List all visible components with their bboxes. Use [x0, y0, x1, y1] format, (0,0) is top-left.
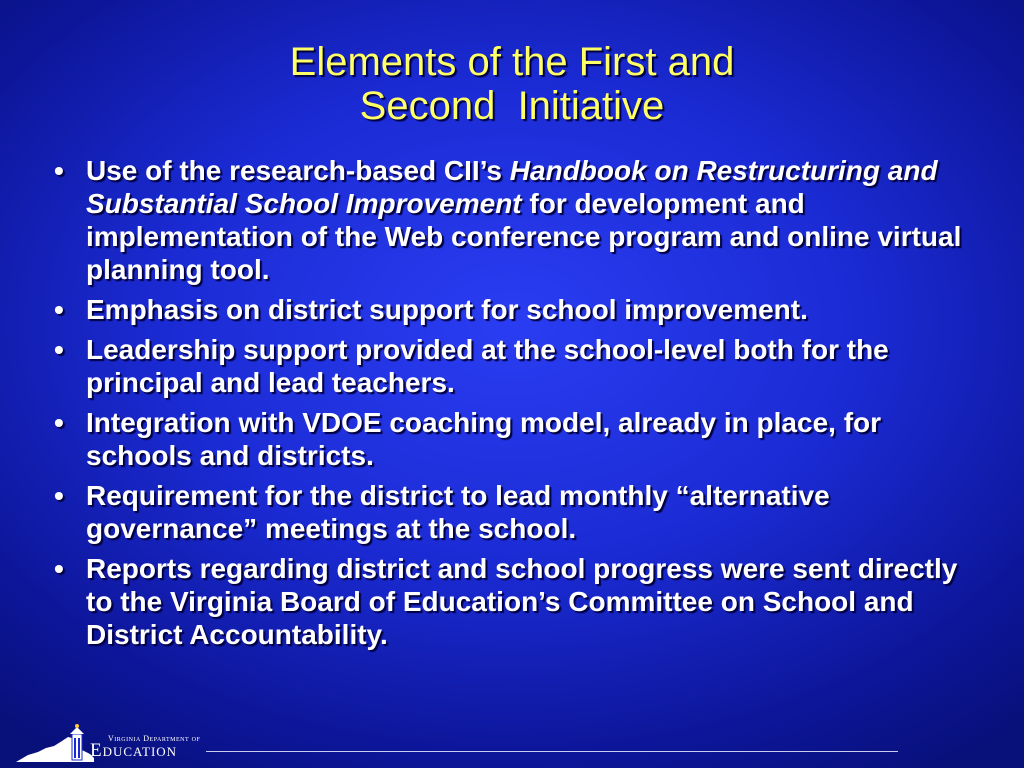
bullet-item-3 — [52, 333, 982, 399]
vdoe-logo — [14, 724, 214, 764]
bullet-text: Emphasis on district support for school improvement. — [86, 294, 808, 325]
bullet-text-pre: Use of the research-based CII’s — [86, 155, 510, 186]
logo-line-2: Education — [90, 740, 178, 761]
footer-divider — [206, 751, 898, 752]
bullet-marker: • — [54, 480, 64, 511]
slide-title-line-2: Second Initiative — [359, 84, 665, 128]
bullet-item-4 — [52, 406, 982, 472]
bullet-marker: • — [54, 553, 64, 584]
bullet-item-6 — [52, 552, 982, 651]
bullet-text: Requirement for the district to lead monthly “alternative governance” meetings at the school. — [86, 480, 830, 544]
bullet-text-italic-title: Handbook on Restructuring and Substantial School Improvement — [86, 155, 938, 219]
bullet-marker: • — [54, 334, 64, 365]
slide-title — [0, 40, 1024, 128]
bullet-marker: • — [54, 407, 64, 438]
bullet-marker: • — [54, 155, 64, 186]
logo-line-1: Virginia Department of — [108, 734, 201, 743]
bullet-item-5 — [52, 479, 982, 545]
slide-title-line-1: Elements of the First and — [289, 40, 735, 84]
bullet-text: Leadership support provided at the school-level both for the principal and lead teachers. — [86, 334, 889, 398]
bullet-item-1 — [52, 154, 982, 286]
bullet-marker: • — [54, 294, 64, 325]
bullet-list — [52, 154, 982, 658]
bullet-item-2 — [52, 293, 982, 326]
bullet-text: Reports regarding district and school progress were sent directly to the Virginia Board of Education’s Committee on School and District Accountability. — [86, 553, 958, 650]
bullet-text: Integration with VDOE coaching model, already in place, for schools and districts. — [86, 407, 882, 471]
bullet-text-post: for development and implementation of the Web conference program and online virtual planning tool. — [86, 188, 962, 285]
